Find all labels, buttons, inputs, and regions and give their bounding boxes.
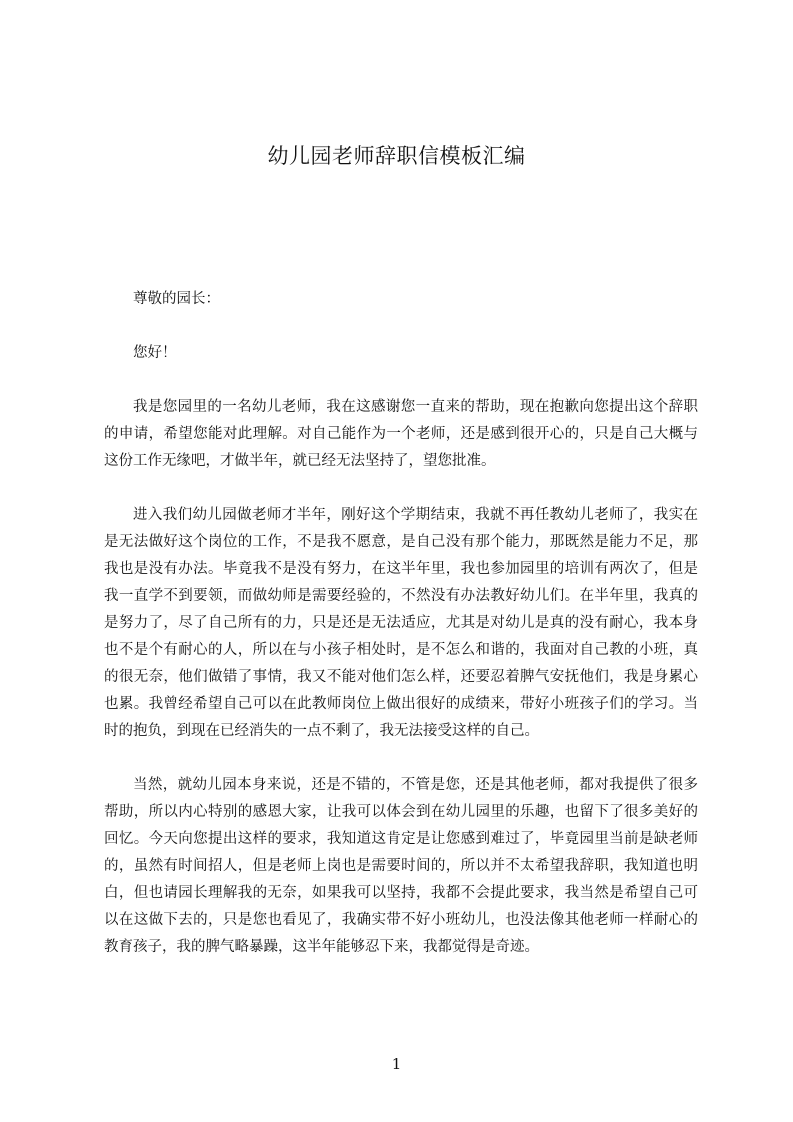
- document-title: 幼儿园老师辞职信模板汇编: [267, 144, 526, 168]
- paragraph: 进入我们幼儿园做老师才半年，刚好这个学期结束，我就不再任教幼儿老师了，我实在是无法做好这个岗位的工作，不是我不愿意，是自己没有那个能力，那既然是能力不足，那我也是没有办法。毕竟我不是没有努力，在这半年里，我也参加园里的培训有两次了，但是我一直学不到要领，而做幼师是需要经验的，不然没有办法教好幼儿们。在半年里，我真的是努力了，尽了自己所有的力，只是还是无法适应，尤其是对幼儿是真的没有耐心，我本身也不是个有耐心的人，所以在与小孩子相处时，是不怎么和谐的，我面对自己教的小班，真的很无奈，他们做错了事情，我又不能对他们怎么样，还要忍着脾气安抚他们，我是身累心也累。我曾经希望自己可以在此教师岗位上做出很好的成绩来，带好小班孩子们的学习。当时的抱负，到现在已经消失的一点不剩了，我无法接受这样的自己。: [104, 507, 698, 739]
- letter-body: [104, 286, 698, 961]
- paragraph: 当然，就幼儿园本身来说，还是不错的，不管是您，还是其他老师，都对我提供了很多帮助，所以内心特别的感恩大家，让我可以体会到在幼儿园里的乐趣，也留下了很多美好的回忆。今天向您提出这样的要求，我知道这肯定是让您感到难过了，毕竟园里当前是缺老师的，虽然有时间招人，但是老师上岗也是需要时间的，所以并不太希望我辞职，我知道也明白，但也请园长理解我的无奈，如果我可以坚持，我都不会提此要求，我当然是希望自己可以在这做下去的，只是您也看见了，我确实带不好小班幼儿，也没法像其他老师一样耐心的教育孩子，我的脾气略暴躁，这半年能够忍下来，我都觉得是奇迹。: [104, 777, 698, 955]
- paragraph: 我是您园里的一名幼儿老师，我在这感谢您一直来的帮助，现在抱歉向您提出这个辞职的申请，希望您能对此理解。对自己能作为一个老师，还是感到很开心的，只是自己大概与这份工作无缘吧，才做半年，就已经无法坚持了，望您批准。: [104, 399, 698, 469]
- greeting: 您好！: [133, 345, 177, 361]
- page-number: 1: [391, 1055, 402, 1073]
- salutation: 尊敬的园长：: [133, 291, 220, 307]
